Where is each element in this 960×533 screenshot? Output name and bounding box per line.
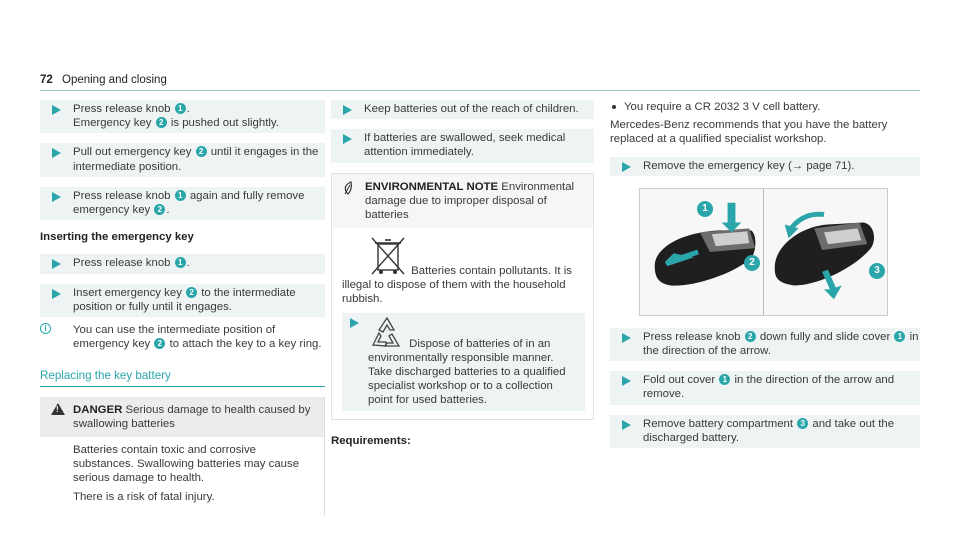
callout-number: 1: [175, 190, 186, 201]
step-text: Remove battery compartment: [643, 417, 797, 430]
section-title: Replacing the key battery: [40, 369, 325, 386]
step-text: Emergency key: [73, 117, 155, 130]
environmental-header-text: Environmental damage due to improper disposal of batteries: [365, 180, 575, 222]
callout-number: 1: [719, 374, 730, 385]
step-text: until it engages in the intermediate position.: [73, 146, 319, 173]
figure-callout: 3: [869, 263, 885, 279]
step-text: .: [186, 103, 190, 115]
instruction-step: [610, 328, 920, 361]
requirements-heading: Requirements:: [331, 435, 411, 448]
callout-number: 3: [797, 418, 808, 429]
danger-keyword: DANGER: [73, 403, 123, 416]
environmental-note-box: [331, 173, 594, 421]
cross-reference-arrow: →: [791, 159, 804, 172]
figure-callout: 1: [697, 201, 713, 217]
instruction-step: [40, 254, 325, 273]
step-arrow-icon: [350, 318, 359, 328]
environmental-text: Batteries contain pollutants. It is illegal to dispose of them with the household rubbish.: [342, 265, 572, 306]
step-text: again and fully remove emergency key: [73, 189, 305, 217]
header-divider: [40, 90, 920, 91]
step-text: in the direction of the arrow.: [643, 330, 919, 358]
instruction-step: [331, 100, 594, 119]
step-text: Keep batteries out of the reach of children.: [364, 103, 579, 115]
instruction-step: [610, 415, 920, 448]
step-text: Pull out emergency key: [73, 146, 195, 159]
environment-leaf-icon: [342, 181, 354, 195]
recycle-icon: [368, 315, 406, 351]
step-text: Fold out cover: [643, 374, 719, 387]
step-arrow-icon: [52, 192, 61, 202]
environmental-keyword: ENVIRONMENTAL NOTE: [365, 180, 499, 193]
callout-number: 1: [175, 257, 186, 268]
callout-number: 1: [175, 103, 186, 114]
instruction-step: [40, 284, 325, 317]
danger-header: [40, 397, 324, 437]
warning-triangle-icon: [51, 403, 65, 415]
figure-callout: 2: [744, 255, 760, 271]
page-section-title: Opening and closing: [62, 74, 167, 86]
danger-body: [40, 437, 324, 516]
instruction-step: [342, 313, 585, 412]
page-number: 72: [40, 74, 53, 86]
subsection-heading: Inserting the emergency key: [40, 231, 194, 244]
step-text: in the direction of the arrow and remove.: [643, 374, 895, 401]
danger-paragraph: Batteries contain toxic and corrosive substances. Swallowing batteries may cause serious damage to health.: [73, 444, 300, 485]
step-text: page 71).: [803, 159, 855, 172]
environmental-text: Dispose of batteries of in an environmentally responsible manner. Take discharged batteries to a qualified specialist workshop or to a collection point for used batteries.: [368, 337, 566, 407]
environmental-note-body: [332, 228, 593, 419]
danger-box: [40, 397, 325, 516]
callout-number: 2: [745, 331, 756, 342]
callout-number: 2: [156, 117, 167, 128]
step-arrow-icon: [343, 105, 352, 115]
step-text: Press release knob: [73, 257, 174, 270]
step-arrow-icon: [622, 333, 631, 343]
step-text: Press release knob: [643, 330, 744, 343]
step-arrow-icon: [52, 289, 61, 299]
instruction-step: [610, 371, 920, 404]
disposal-info: [342, 234, 585, 306]
step-text: and take out the discharged battery.: [643, 417, 895, 444]
key-battery-figure: [639, 188, 888, 316]
step-text: If batteries are swallowed, seek medical attention immediately.: [364, 132, 566, 159]
callout-number: 2: [196, 146, 207, 157]
note-text: to attach the key to a key ring.: [166, 338, 322, 351]
callout-number: 2: [154, 338, 165, 349]
instruction-step: [331, 129, 594, 162]
info-icon: i: [40, 323, 51, 334]
step-text: .: [186, 257, 190, 270]
column-middle: [331, 100, 594, 449]
recommendation-paragraph: Mercedes-Benz recommends that you have the battery replaced at a qualified specialist workshop.: [610, 119, 888, 146]
step-arrow-icon: [52, 148, 61, 158]
danger-paragraph: There is a risk of fatal injury.: [73, 490, 215, 503]
page-header: [40, 73, 167, 87]
step-text: Press release knob: [73, 103, 174, 115]
instruction-step: [610, 157, 920, 176]
note-text: You can use the intermediate position of emergency key: [73, 324, 276, 351]
requirement-bullet: You require a CR 2032 3 V cell battery.: [610, 100, 920, 114]
step-text: Press release knob: [73, 189, 174, 202]
key-battery-illustration: [640, 189, 887, 315]
danger-header-text: Serious damage to health caused by swallowing batteries: [73, 403, 311, 430]
column-right: [610, 100, 920, 458]
step-text: Insert emergency key: [73, 286, 186, 299]
step-text: .: [166, 204, 170, 217]
step-text: Remove the emergency key (: [643, 159, 792, 172]
info-note: [40, 323, 325, 351]
step-arrow-icon: [622, 162, 631, 172]
step-arrow-icon: [52, 259, 61, 269]
step-arrow-icon: [622, 420, 631, 430]
step-arrow-icon: [622, 376, 631, 386]
crossed-bin-icon: [368, 234, 408, 278]
instruction-step: [40, 187, 325, 220]
instruction-step: [40, 100, 325, 133]
instruction-step: [40, 143, 325, 176]
step-arrow-icon: [343, 134, 352, 144]
step-text: to the intermediate position or fully until it engages.: [73, 286, 296, 313]
step-text: is pushed out slightly.: [167, 117, 279, 130]
callout-number: 2: [186, 287, 197, 298]
column-left: [40, 100, 325, 516]
callout-number: 1: [894, 331, 905, 342]
callout-number: 2: [154, 204, 165, 215]
step-text: down fully and slide cover: [756, 330, 894, 343]
step-arrow-icon: [52, 105, 61, 115]
environmental-note-header: [332, 174, 593, 229]
